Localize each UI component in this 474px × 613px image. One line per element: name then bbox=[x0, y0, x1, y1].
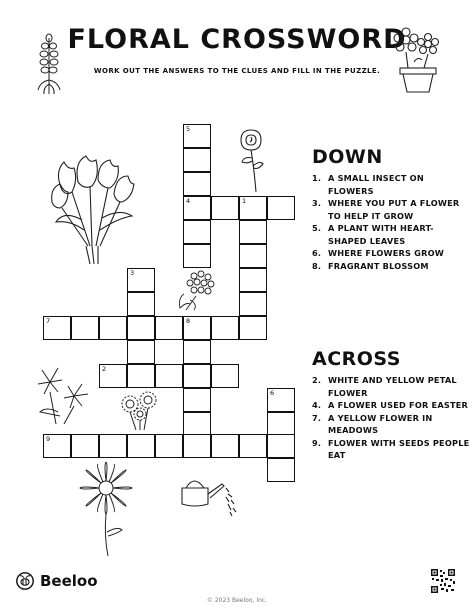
grid-cell[interactable] bbox=[127, 340, 155, 364]
grid-cell[interactable] bbox=[127, 364, 155, 388]
clue-number-2: 2 bbox=[102, 365, 107, 373]
clue-number-7: 7 bbox=[46, 317, 51, 325]
grid-cell[interactable] bbox=[127, 434, 155, 458]
grid-cell[interactable] bbox=[155, 364, 183, 388]
lupine-flower-icon bbox=[36, 28, 62, 98]
clue-number-5: 5 bbox=[186, 125, 191, 133]
grid-cell[interactable] bbox=[239, 220, 267, 244]
list-item: 4. A FLOWER USED FOR EASTER bbox=[312, 400, 469, 410]
grid-cell[interactable] bbox=[183, 196, 211, 220]
grid-cell[interactable] bbox=[155, 434, 183, 458]
grid-cell[interactable] bbox=[127, 268, 155, 292]
clue-number-1: 1 bbox=[242, 197, 247, 205]
grid-cell[interactable] bbox=[183, 220, 211, 244]
hydrangea-icon bbox=[174, 266, 222, 312]
grid-cell[interactable] bbox=[183, 434, 211, 458]
list-item: 1. A SMALL INSECT ON FLOWERS bbox=[312, 173, 424, 196]
grid-cell[interactable] bbox=[71, 434, 99, 458]
grid-cell[interactable] bbox=[183, 124, 211, 148]
grid-cell[interactable] bbox=[239, 244, 267, 268]
grid-cell[interactable] bbox=[183, 172, 211, 196]
list-item: 2. WHITE AND YELLOW PETAL FLOWER bbox=[312, 375, 457, 398]
list-item: 9. FLOWER WITH SEEDS PEOPLE EAT bbox=[312, 437, 470, 460]
sunflowers-icon bbox=[118, 390, 164, 430]
grid-cell[interactable] bbox=[211, 196, 239, 220]
clue-number-4: 4 bbox=[186, 197, 191, 205]
across-clue-list bbox=[312, 374, 472, 462]
grid-cell[interactable] bbox=[127, 292, 155, 316]
grid-cell[interactable] bbox=[211, 316, 239, 340]
grid-cell[interactable] bbox=[183, 412, 211, 436]
brand-name: Beeloo bbox=[40, 572, 98, 590]
grid-cell[interactable] bbox=[183, 316, 211, 340]
grid-cell[interactable] bbox=[267, 388, 295, 412]
copyright-text: © 2023 Beeloo, Inc. bbox=[206, 597, 268, 604]
list-item: 5. A PLANT WITH HEART-SHAPED LEAVES bbox=[312, 223, 434, 246]
grid-cell[interactable] bbox=[155, 316, 183, 340]
grid-cell[interactable] bbox=[183, 244, 211, 268]
grid-cell[interactable] bbox=[99, 316, 127, 340]
grid-cell[interactable] bbox=[267, 434, 295, 458]
qr-code-icon bbox=[430, 568, 456, 594]
grid-cell[interactable] bbox=[211, 434, 239, 458]
list-item: 3. WHERE YOU PUT A FLOWER TO HELP IT GROW bbox=[312, 198, 460, 221]
list-item: 8. FRAGRANT BLOSSOM bbox=[312, 260, 429, 271]
grid-cell[interactable] bbox=[183, 364, 211, 388]
rose-icon bbox=[236, 128, 266, 194]
down-clue-list bbox=[312, 172, 472, 272]
tulip-bouquet-icon bbox=[48, 150, 136, 266]
grid-cell[interactable] bbox=[183, 388, 211, 412]
clue-number-8: 8 bbox=[186, 317, 191, 325]
potted-flowers-icon bbox=[392, 26, 444, 96]
across-heading: ACROSS bbox=[312, 348, 401, 370]
clue-number-3: 3 bbox=[130, 269, 135, 277]
grid-cell[interactable] bbox=[99, 434, 127, 458]
daisy-icon bbox=[74, 462, 138, 558]
grid-cell[interactable] bbox=[183, 148, 211, 172]
grid-cell[interactable] bbox=[239, 292, 267, 316]
grid-cell[interactable] bbox=[239, 268, 267, 292]
grid-cell[interactable] bbox=[71, 316, 99, 340]
page-title: FLORAL CROSSWORD bbox=[67, 24, 407, 55]
lily-icon bbox=[30, 366, 94, 426]
bee-logo-icon bbox=[16, 572, 34, 590]
clue-number-9: 9 bbox=[46, 435, 51, 443]
grid-cell[interactable] bbox=[43, 434, 71, 458]
grid-cell[interactable] bbox=[239, 316, 267, 340]
brand-logo bbox=[16, 572, 98, 590]
grid-cell[interactable] bbox=[267, 196, 295, 220]
grid-cell[interactable] bbox=[183, 340, 211, 364]
down-heading: DOWN bbox=[312, 146, 383, 168]
grid-cell[interactable] bbox=[211, 364, 239, 388]
list-item: 7. A YELLOW FLOWER IN MEADOWS bbox=[312, 412, 433, 435]
grid-cell[interactable] bbox=[267, 458, 295, 482]
watering-can-icon bbox=[176, 470, 246, 520]
grid-cell[interactable] bbox=[267, 412, 295, 436]
grid-cell[interactable] bbox=[239, 434, 267, 458]
grid-cell[interactable] bbox=[43, 316, 71, 340]
instructions: WORK OUT THE ANSWERS TO THE CLUES AND FILL IN THE PUZZLE. bbox=[93, 67, 381, 75]
list-item: 6. WHERE FLOWERS GROW bbox=[312, 248, 444, 258]
clue-number-6: 6 bbox=[270, 389, 275, 397]
grid-cell[interactable] bbox=[239, 196, 267, 220]
grid-cell[interactable] bbox=[127, 316, 155, 340]
grid-cell[interactable] bbox=[99, 364, 127, 388]
